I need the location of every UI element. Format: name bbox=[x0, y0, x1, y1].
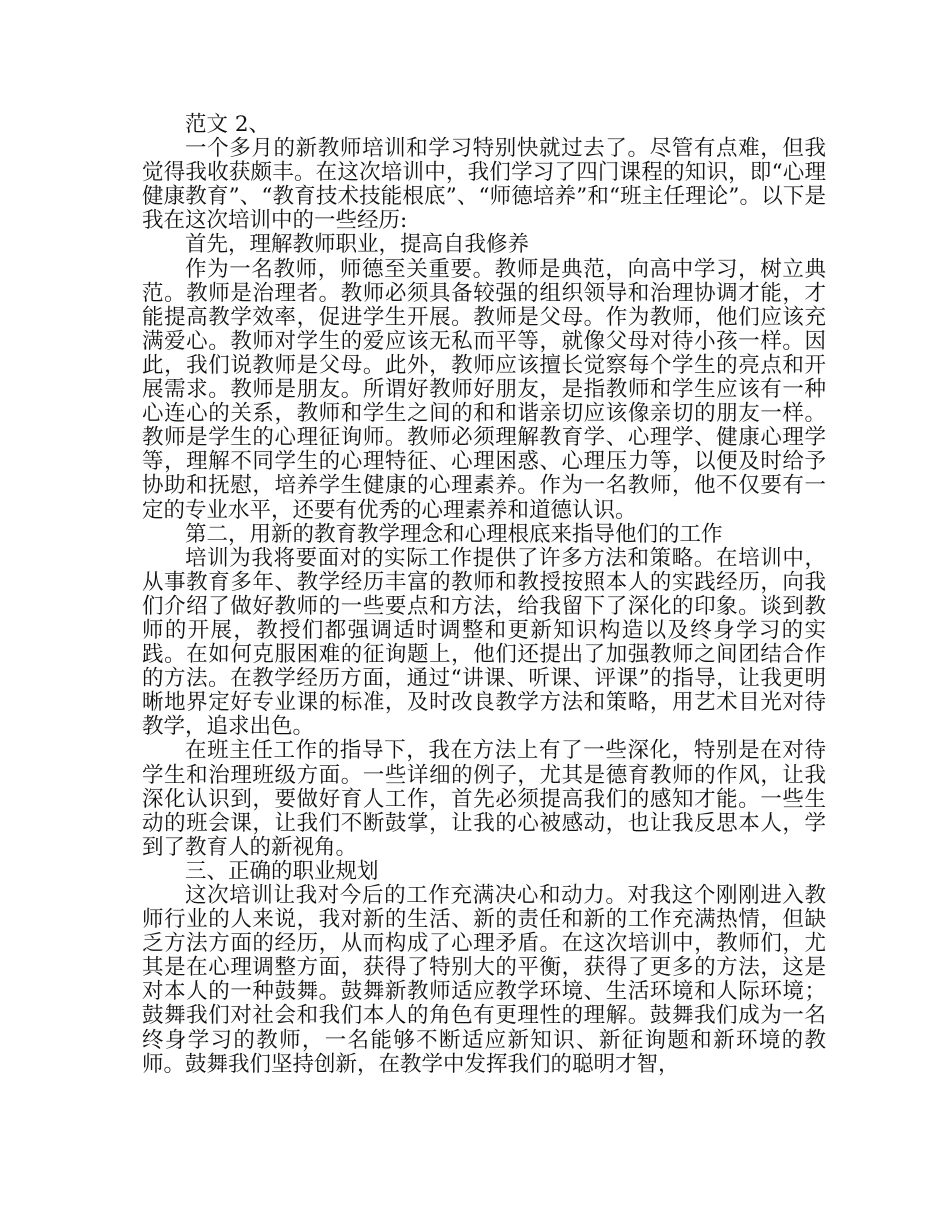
paragraph: 作为一名教师，师德至关重要。教师是典范，向高中学习，树立典范。教师是治理者。教师必须具备较强的组织领导和治理协调才能，才能提高教学效率，促进学生开展。教师是父母。作为教师，他们应该充满爱心。教师对学生的爱应该无私而平等，就像父母对待小孩一样。因此，我们说教师是父母。此外，教师应该擅长觉察每个学生的亮点和开展需求。教师是朋友。所谓好教师好朋友，是指教师和学生应该有一种心连心的关系，教师和学生之间的和和谐亲切应该像亲切的朋友一样。教师是学生的心理征询师。教师必须理解教育学、心理学、健康心理学等，理解不同学生的心理特征、心理困惑、心理压力等，以便及时给予协助和抚慰，培养学生健康的心理素养。作为一名教师，他不仅要有一定的专业水平，还要有优秀的心理素养和道德认识。 bbox=[142, 256, 826, 523]
paragraph: 一个多月的新教师培训和学习特别快就过去了。尽管有点难，但我觉得我收获颇丰。在这次培训中，我们学习了四门课程的知识，即“心理健康教育”、“教育技术技能根底”、“师德培养”和“班主任理论”。以下是我在这次培训中的一些经历: bbox=[142, 136, 826, 234]
section-heading: 范文 2、 bbox=[185, 112, 271, 137]
section-heading: 首先，理解教师职业，提高自我修养 bbox=[185, 232, 530, 258]
section-heading: 第二，用新的教育教学理念和心理根底来指导他们的工作 bbox=[185, 521, 723, 547]
paragraph: 在班主任工作的指导下，我在方法上有了一些深化，特别是在对待学生和治理班级方面。一些详细的例子，尤其是德育教师的作风，让我深化认识到，要做好育人工作，首先必须提高我们的感知才能。一些生动的班会课，让我们不断鼓掌，让我的心被感动，也让我反思本人，学到了教育人的新视角。 bbox=[142, 738, 826, 860]
paragraph: 培训为我将要面对的实际工作提供了许多方法和策略。在培训中，从事教育多年、教学经历丰富的教师和教授按照本人的实践经历，向我们介绍了做好教师的一些要点和方法，给我留下了深化的印象。谈到教师的开展，教授们都强调适时调整和更新知识构造以及终身学习的实践。在如何克服困难的征询题上，他们还提出了加强教师之间团结合作的方法。在教学经历方面，通过“讲课、听课、评课”的指导，让我更明晰地界定好专业课的标准，及时改良教学方法和策略，用艺术目光对待教学，追求出色。 bbox=[142, 545, 826, 740]
paragraph: 这次培训让我对今后的工作充满决心和动力。对我这个刚刚进入教师行业的人来说，我对新的生活、新的责任和新的工作充满热情，但缺乏方法方面的经历，从而构成了心理矛盾。在这次培训中，教师们，尤其是在心理调整方面，获得了特别大的平衡，获得了更多的方法，这是对本人的一种鼓舞。鼓舞新教师适应教学环境、生活环境和人际环境；鼓舞我们对社会和我们本人的角色有更理性的理解。鼓舞我们成为一名终身学习的教师，一名能够不断适应新知识、新征询题和新环境的教师。鼓舞我们坚持创新，在教学中发挥我们的聪明才智， bbox=[142, 883, 826, 1077]
section-heading: 三、正确的职业规划 bbox=[185, 858, 379, 884]
document-body bbox=[142, 113, 826, 1077]
